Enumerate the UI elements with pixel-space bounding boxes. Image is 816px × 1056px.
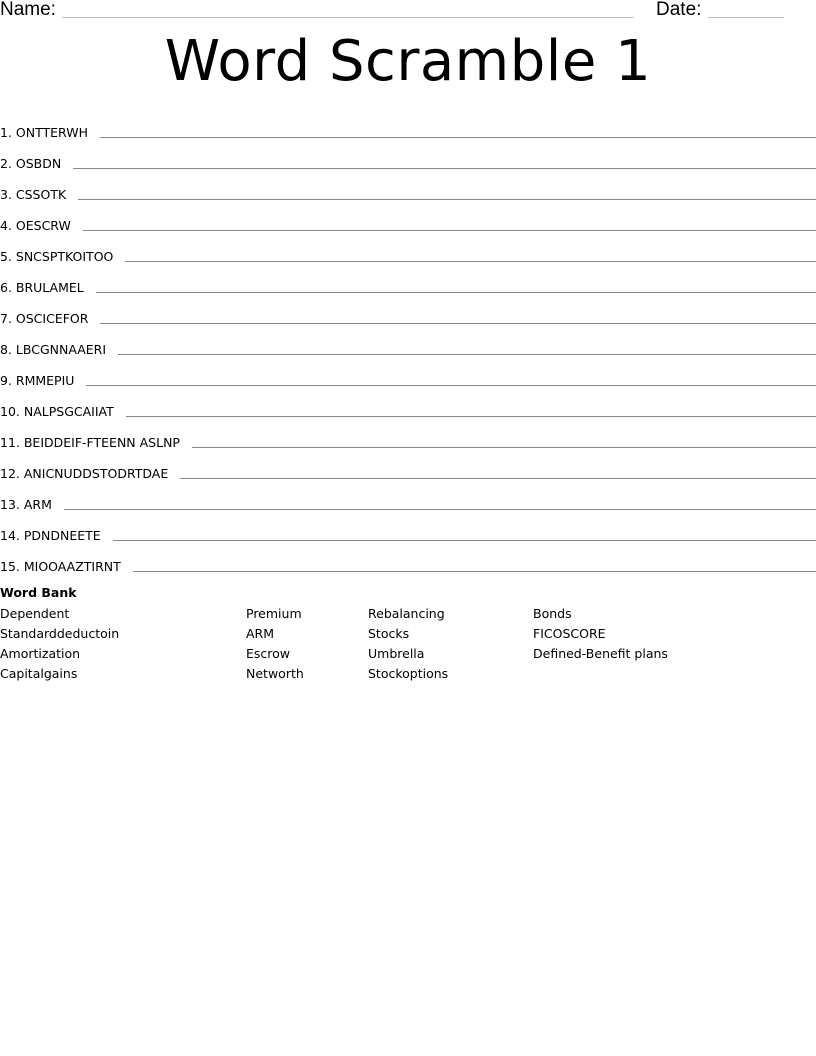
question-row xyxy=(0,391,816,422)
word-bank-item: FICOSCORE xyxy=(533,626,606,641)
answer-line[interactable] xyxy=(73,167,816,169)
scrambled-word: 12. ANICNUDDSTODRTDAE xyxy=(0,466,169,481)
name-label: Name: xyxy=(0,0,56,20)
name-field-line[interactable] xyxy=(62,17,634,18)
answer-line[interactable] xyxy=(125,260,816,262)
answer-line[interactable] xyxy=(180,477,816,479)
word-bank-column xyxy=(246,604,304,684)
word-bank-column xyxy=(533,604,668,664)
scrambled-word: 15. MIOOAAZTIRNT xyxy=(0,559,121,574)
scrambled-word: 1. ONTTERWH xyxy=(0,125,88,140)
word-bank-item: Dependent xyxy=(0,606,70,621)
answer-line[interactable] xyxy=(96,291,816,293)
question-row xyxy=(0,360,816,391)
answer-line[interactable] xyxy=(118,353,816,355)
question-row xyxy=(0,546,816,577)
answer-line[interactable] xyxy=(100,322,816,324)
question-row xyxy=(0,205,816,236)
answer-line[interactable] xyxy=(192,446,816,448)
scrambled-word: 9. RMMEPIU xyxy=(0,373,75,388)
word-bank xyxy=(0,584,816,684)
question-row xyxy=(0,236,816,267)
question-row xyxy=(0,453,816,484)
answer-line[interactable] xyxy=(113,539,816,541)
word-bank-item: Capitalgains xyxy=(0,666,78,681)
word-bank-item: Bonds xyxy=(533,606,572,621)
question-row xyxy=(0,174,816,205)
scrambled-word: 14. PDNDNEETE xyxy=(0,528,101,543)
question-row xyxy=(0,484,816,515)
answer-line[interactable] xyxy=(100,136,816,138)
scrambled-word: 11. BEIDDEIF-FTEENN ASLNP xyxy=(0,435,180,450)
date-field-line[interactable] xyxy=(708,17,784,18)
word-bank-item: Stocks xyxy=(368,626,410,641)
scrambled-word: 5. SNCSPTKOITOO xyxy=(0,249,114,264)
answer-line[interactable] xyxy=(83,229,816,231)
word-bank-grid xyxy=(0,604,816,684)
word-bank-item: Umbrella xyxy=(368,646,425,661)
scrambled-word: 13. ARM xyxy=(0,497,52,512)
scrambled-word: 3. CSSOTK xyxy=(0,187,67,202)
scrambled-word: 2. OSBDN xyxy=(0,156,62,171)
answer-line[interactable] xyxy=(126,415,816,417)
word-bank-title: Word Bank xyxy=(0,585,77,600)
word-bank-item: Stockoptions xyxy=(368,666,449,681)
question-row xyxy=(0,329,816,360)
answer-line[interactable] xyxy=(78,198,816,200)
question-row xyxy=(0,143,816,174)
scrambled-word: 8. LBCGNNAAERI xyxy=(0,342,107,357)
question-row xyxy=(0,267,816,298)
scrambled-word: 10. NALPSGCAIIAT xyxy=(0,404,114,419)
question-row xyxy=(0,298,816,329)
header-row xyxy=(0,0,816,24)
answer-line[interactable] xyxy=(64,508,816,510)
word-bank-item: Amortization xyxy=(0,646,81,661)
question-row xyxy=(0,422,816,453)
date-label: Date: xyxy=(656,0,702,20)
word-bank-column xyxy=(368,604,448,684)
answer-line[interactable] xyxy=(133,570,816,572)
word-bank-item: Networth xyxy=(246,666,304,681)
question-row xyxy=(0,515,816,546)
scrambled-word: 6. BRULAMEL xyxy=(0,280,84,295)
word-bank-item: Escrow xyxy=(246,646,291,661)
question-row xyxy=(0,112,816,143)
word-bank-item: Rebalancing xyxy=(368,606,445,621)
word-bank-item: Defined-Benefit plans xyxy=(533,646,668,661)
word-bank-column xyxy=(0,604,119,684)
word-bank-item: Standarddeductoin xyxy=(0,626,120,641)
word-bank-item: ARM xyxy=(246,626,275,641)
word-bank-item: Premium xyxy=(246,606,302,621)
questions-list xyxy=(0,112,816,577)
scrambled-word: 4. OESCRW xyxy=(0,218,71,233)
page-title: Word Scramble 1 xyxy=(164,29,652,94)
answer-line[interactable] xyxy=(86,384,816,386)
scrambled-word: 7. OSCICEFOR xyxy=(0,311,89,326)
